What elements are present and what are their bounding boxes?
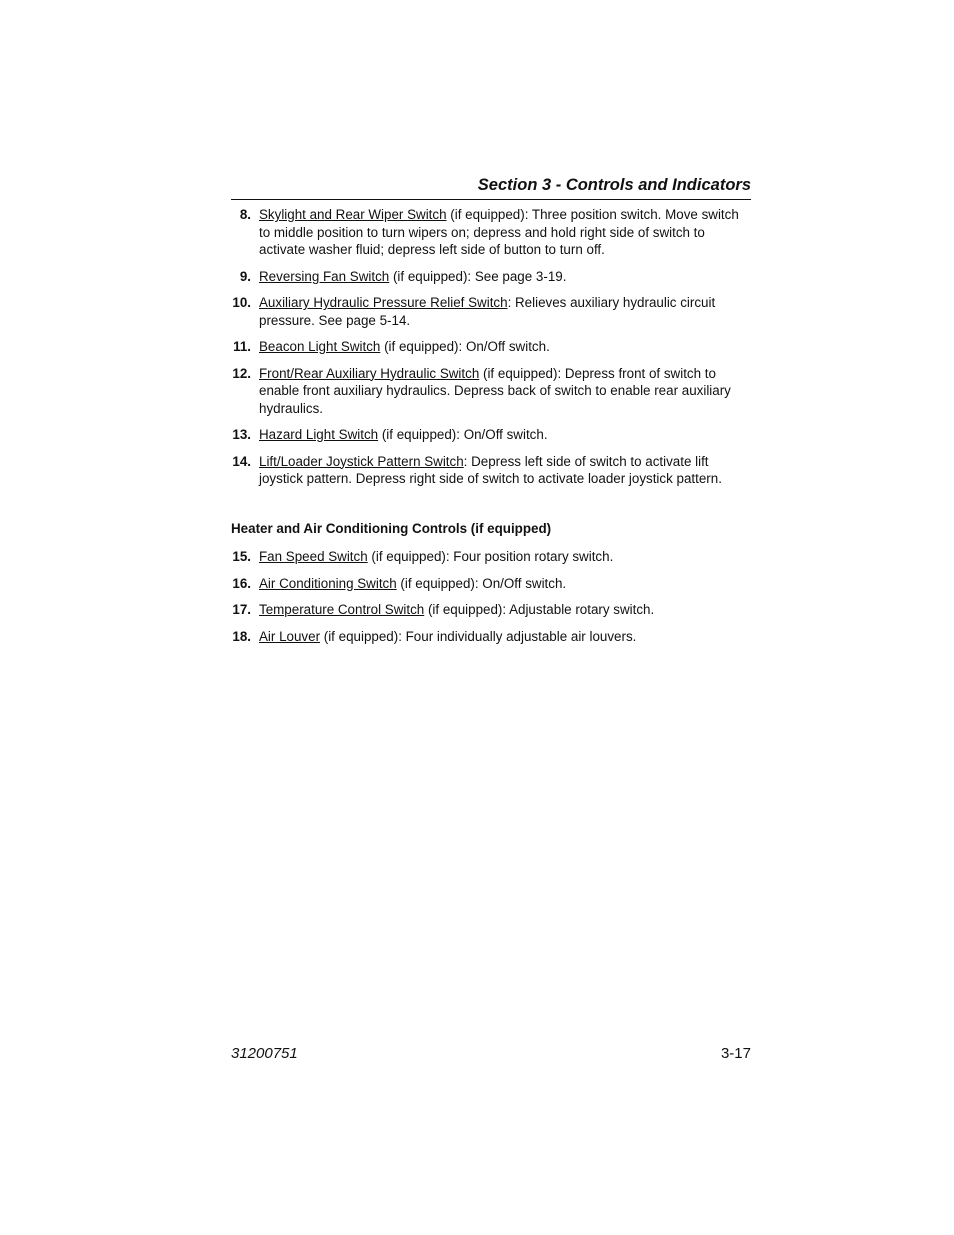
page-number: 3-17 bbox=[720, 1045, 751, 1062]
item-number: 9. bbox=[239, 268, 251, 284]
item-text bbox=[259, 548, 751, 566]
item-number: 8. bbox=[239, 207, 251, 222]
item-number: 18. bbox=[232, 628, 251, 644]
list-item bbox=[231, 628, 751, 646]
item-term: Skylight and Rear Wiper Switch bbox=[259, 207, 447, 222]
header-divider bbox=[231, 199, 751, 200]
item-term: Front/Rear Auxiliary Hydraulic Switch bbox=[259, 365, 480, 381]
item-text bbox=[259, 365, 751, 418]
item-number: 17. bbox=[232, 602, 251, 617]
item-term: Temperature Control Switch bbox=[259, 602, 425, 617]
item-term: Hazard Light Switch bbox=[259, 427, 379, 442]
item-term: Lift/Loader Joystick Pattern Switch bbox=[259, 453, 464, 469]
item-term: Air Conditioning Switch bbox=[259, 575, 397, 591]
item-text bbox=[259, 268, 751, 286]
item-text bbox=[259, 601, 751, 619]
list-item bbox=[231, 453, 751, 488]
item-description: (if equipped): See page 3-19. bbox=[389, 268, 567, 284]
document-number: 31200751 bbox=[231, 1045, 298, 1062]
item-number: 14. bbox=[232, 453, 251, 469]
list-item bbox=[231, 365, 751, 418]
item-description: : Depress left side of switch to activate lift joystick pattern. Depress right side of switch to activate loader joystick pattern. bbox=[259, 453, 722, 486]
subsection-heading: Heater and Air Conditioning Controls (if equipped) bbox=[231, 521, 552, 536]
item-text bbox=[259, 453, 751, 488]
item-term: Auxiliary Hydraulic Pressure Relief Switch bbox=[259, 295, 508, 310]
list-item bbox=[231, 206, 751, 259]
item-number: 11. bbox=[233, 339, 251, 354]
list-item bbox=[231, 268, 751, 286]
controls-list bbox=[231, 206, 751, 497]
item-number: 10. bbox=[232, 295, 251, 310]
item-number: 15. bbox=[232, 549, 251, 564]
item-text bbox=[259, 206, 751, 259]
item-number: 12. bbox=[232, 365, 251, 381]
item-description: (if equipped): Depress front of switch to enable front auxiliary hydraulics. Depress back of switch to enable rear auxiliary hydraulics. bbox=[259, 365, 731, 416]
item-text bbox=[259, 628, 751, 646]
item-number: 13. bbox=[232, 427, 251, 442]
item-text bbox=[259, 294, 751, 329]
item-term: Air Louver bbox=[259, 628, 321, 644]
item-description: (if equipped): Adjustable rotary switch. bbox=[424, 602, 655, 617]
item-description: (if equipped): Four position rotary switch. bbox=[367, 549, 614, 564]
item-text bbox=[259, 426, 751, 444]
item-description: (if equipped): Four individually adjustable air louvers. bbox=[320, 628, 637, 644]
list-item bbox=[231, 338, 751, 356]
list-item bbox=[231, 575, 751, 593]
section-title: Section 3 - Controls and Indicators bbox=[477, 176, 751, 194]
item-number: 16. bbox=[232, 575, 251, 591]
item-description: (if equipped): Three position switch. Move switch to middle position to turn wipers on; depress and hold right side of switch to activate washer fluid; depress left side of button to turn off. bbox=[259, 207, 739, 257]
list-item bbox=[231, 548, 751, 566]
hvac-controls-list bbox=[231, 548, 751, 654]
item-text bbox=[259, 338, 751, 356]
item-text bbox=[259, 575, 751, 593]
item-term: Fan Speed Switch bbox=[259, 549, 368, 564]
item-term: Beacon Light Switch bbox=[259, 339, 381, 354]
list-item bbox=[231, 601, 751, 619]
item-description: (if equipped): On/Off switch. bbox=[378, 427, 548, 442]
item-term: Reversing Fan Switch bbox=[259, 268, 390, 284]
item-description: (if equipped): On/Off switch. bbox=[380, 339, 550, 354]
list-item bbox=[231, 426, 751, 444]
item-description: (if equipped): On/Off switch. bbox=[396, 575, 567, 591]
list-item bbox=[231, 294, 751, 329]
item-description: : Relieves auxiliary hydraulic circuit pressure. See page 5-14. bbox=[259, 295, 716, 328]
